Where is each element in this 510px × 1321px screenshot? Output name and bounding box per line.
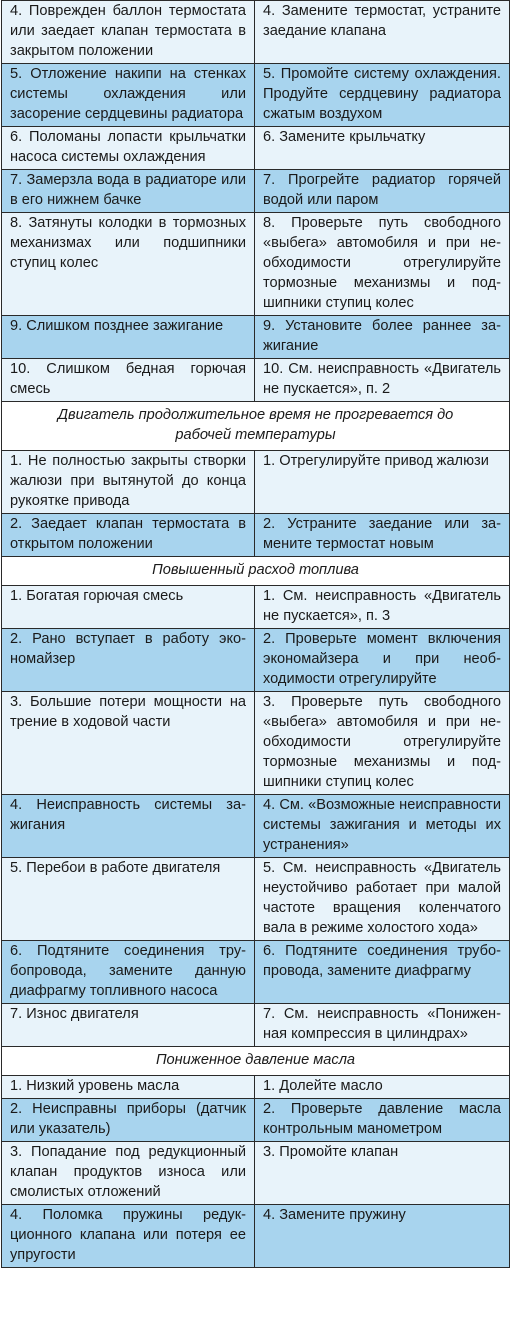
remedy-cell: 6. Подтяните соединения трубопровода, замените диафрагму [255, 941, 510, 1004]
table-row [2, 1205, 510, 1268]
remedy-cell: 4. См. «Возможные неисправности системы зажигания и методы их устранения» [255, 795, 510, 858]
table-row [2, 941, 510, 1004]
remedy-cell: 7. Прогрейте радиатор горячей водой или паром [255, 170, 510, 213]
cause-cell: 8. Затянуты колодки в тормозных механизмах или подшипники ступиц колес [2, 213, 255, 316]
table-row [2, 127, 510, 170]
table-row [2, 213, 510, 316]
table-row [2, 170, 510, 213]
cause-cell: 1. Богатая горючая смесь [2, 586, 255, 629]
section-header-row [2, 402, 510, 451]
cause-cell: 2. Рано вступает в работу экономайзер [2, 629, 255, 692]
cause-cell: 7. Замерзла вода в радиаторе или в его нижнем бачке [2, 170, 255, 213]
table-row [2, 586, 510, 629]
remedy-cell: 2. Устраните заедание или замените термостат новым [255, 514, 510, 557]
table-body [2, 1, 510, 1268]
remedy-cell: 5. См. неисправность «Двигатель неустойчиво работает при малой частоте вращения коленчатого вала в режиме холостого хода» [255, 858, 510, 941]
remedy-cell: 1. См. неисправность «Двигатель не пускается», п. 3 [255, 586, 510, 629]
cause-cell: 5. Отложение накипи на стенках системы охлаждения или засорение сердцевины радиатора [2, 64, 255, 127]
cause-cell: 7. Износ двигателя [2, 1004, 255, 1047]
remedy-cell: 2. Проверьте момент включения экономайзера и при необходимости отрегулируйте [255, 629, 510, 692]
cause-cell: 4. Поломка пружины редукционного клапана или потеря ее упругости [2, 1205, 255, 1268]
remedy-cell: 2. Проверьте давление масла контрольным манометром [255, 1099, 510, 1142]
table-row [2, 1142, 510, 1205]
remedy-cell: 9. Установите более раннее зажигание [255, 316, 510, 359]
table-row [2, 359, 510, 402]
cause-cell: 2. Заедает клапан термостата в открытом положении [2, 514, 255, 557]
cause-cell: 4. Поврежден баллон термостата или заедает клапан термостата в закрытом положении [2, 1, 255, 64]
cause-cell: 1. Не полностью закрыты створки жалюзи при вытянутой до конца рукоятке привода [2, 451, 255, 514]
remedy-cell: 3. Проверьте путь свободного «выбега» автомобиля и при необходимости отрегулируйте тормозные механизмы и подшипники ступиц колес [255, 692, 510, 795]
table-row [2, 692, 510, 795]
remedy-cell: 4. Замените пружину [255, 1205, 510, 1268]
remedy-cell: 6. Замените крыльчатку [255, 127, 510, 170]
table-row [2, 64, 510, 127]
cause-cell: 9. Слишком позднее зажигание [2, 316, 255, 359]
remedy-cell: 5. Промойте систему охлаждения. Продуйте сердцевину радиатора сжатым воздухом [255, 64, 510, 127]
remedy-cell: 3. Промойте клапан [255, 1142, 510, 1205]
remedy-cell: 1. Долейте масло [255, 1076, 510, 1099]
table-row [2, 514, 510, 557]
section-title: Пониженное давление масла [2, 1047, 510, 1076]
remedy-cell: 7. См. неисправность «Пониженная компрессия в цилиндрах» [255, 1004, 510, 1047]
table-row [2, 451, 510, 514]
section-title: Двигатель продолжительное время не прогревается до рабочей температуры [2, 402, 510, 451]
table-row [2, 795, 510, 858]
table-row [2, 858, 510, 941]
remedy-cell: 1. Отрегулируйте привод жалюзи [255, 451, 510, 514]
cause-cell: 6. Поломаны лопасти крыльчатки насоса системы охлаждения [2, 127, 255, 170]
table-row [2, 316, 510, 359]
remedy-cell: 4. Замените термостат, устраните заедание клапана [255, 1, 510, 64]
table-row [2, 629, 510, 692]
cause-cell: 1. Низкий уровень масла [2, 1076, 255, 1099]
cause-cell: 6. Подтяните соединения трубопровода, замените данную диафрагму топливного насоса [2, 941, 255, 1004]
cause-cell: 2. Неисправны приборы (датчик или указатель) [2, 1099, 255, 1142]
table-row [2, 1099, 510, 1142]
cause-cell: 4. Неисправность системы зажигания [2, 795, 255, 858]
table-row [2, 1076, 510, 1099]
remedy-cell: 10. См. неисправность «Двигатель не пускается», п. 2 [255, 359, 510, 402]
remedy-cell: 8. Проверьте путь свободного «выбега» автомобиля и при необходимости отрегулируйте тормозные механизмы и подшипники ступиц колес [255, 213, 510, 316]
table-row [2, 1004, 510, 1047]
table-row [2, 1, 510, 64]
cause-cell: 10. Слишком бедная горючая смесь [2, 359, 255, 402]
section-title: Повышенный расход топлива [2, 557, 510, 586]
cause-cell: 3. Попадание под редукционный клапан продуктов износа или смолистых отложений [2, 1142, 255, 1205]
section-header-row [2, 557, 510, 586]
section-header-row [2, 1047, 510, 1076]
troubleshooting-table [1, 0, 510, 1268]
cause-cell: 5. Перебои в работе двигателя [2, 858, 255, 941]
cause-cell: 3. Большие потери мощности на трение в ходовой части [2, 692, 255, 795]
